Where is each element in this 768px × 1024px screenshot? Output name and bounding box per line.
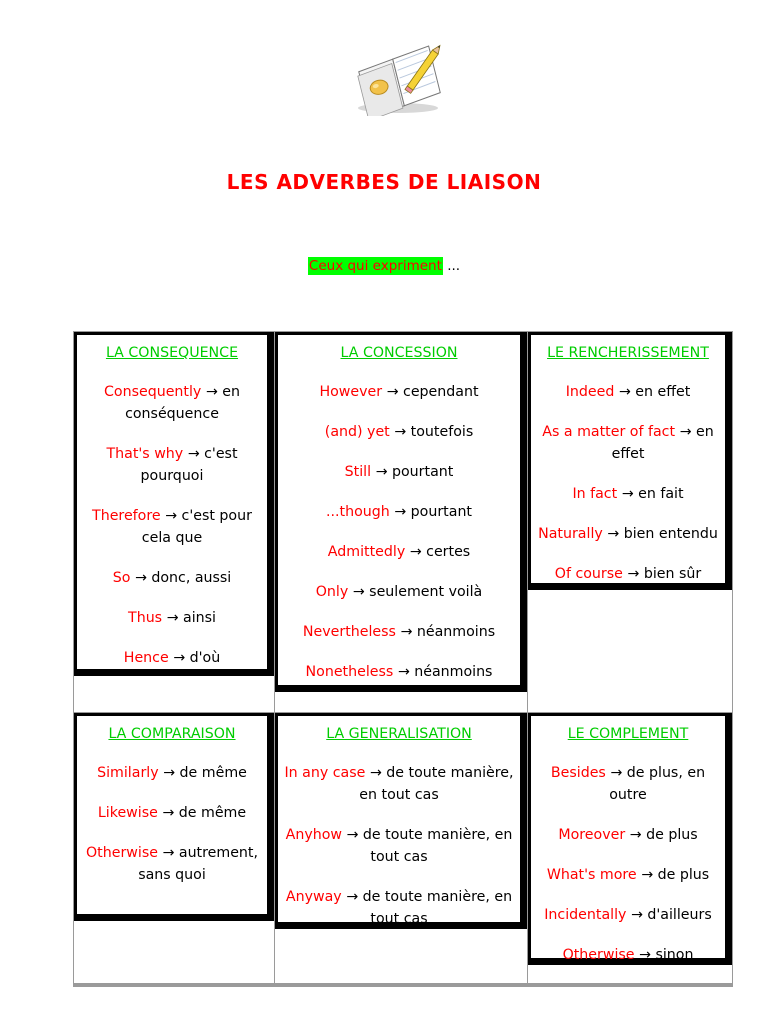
- french-translation: pourtant: [410, 504, 472, 520]
- french-translation: de toute manière, en tout cas: [362, 827, 513, 865]
- category-box-concession: [275, 332, 527, 692]
- arrow-glyph: →: [173, 650, 186, 666]
- adverb-entry: [533, 762, 723, 806]
- arrow-glyph: →: [394, 424, 407, 440]
- adverb-entry: [280, 421, 518, 443]
- french-translation: bien sûr: [643, 566, 702, 582]
- arrow-glyph: →: [400, 624, 413, 640]
- arrow-glyph: →: [166, 610, 179, 626]
- french-translation: de même: [179, 765, 247, 781]
- english-adverb: Nonetheless: [305, 664, 394, 680]
- french-translation: de toute manière, en tout cas: [359, 765, 514, 803]
- category-heading: LA COMPARAISON: [108, 726, 236, 742]
- arrow-glyph: →: [394, 504, 407, 520]
- english-adverb: Anyhow: [285, 827, 342, 843]
- subtitle-highlight: Ceux qui expriment: [308, 258, 442, 274]
- adverb-entry: [533, 563, 723, 585]
- adverb-entry: [533, 483, 723, 505]
- category-heading: LE COMPLEMENT: [567, 726, 689, 742]
- arrow-glyph: →: [162, 845, 175, 861]
- french-translation: c'est pourquoi: [140, 446, 238, 484]
- arrow-glyph: →: [187, 446, 200, 462]
- adverb-entry: [533, 421, 723, 465]
- table-cell: [528, 332, 732, 712]
- arrow-glyph: →: [639, 947, 651, 963]
- french-translation: de plus: [657, 867, 710, 883]
- french-translation: bien entendu: [623, 526, 718, 542]
- english-adverb: Moreover: [558, 827, 626, 843]
- english-adverb: Only: [315, 584, 349, 600]
- french-translation: en effet: [611, 424, 714, 462]
- french-translation: de plus, en outre: [609, 765, 706, 803]
- arrow-glyph: →: [629, 827, 642, 843]
- arrow-glyph: →: [409, 544, 422, 560]
- category-box-comparaison: [74, 713, 274, 921]
- adverb-entry: [533, 944, 723, 966]
- french-translation: néanmoins: [414, 664, 493, 680]
- adverb-entry: [280, 886, 518, 930]
- adverb-entry: [280, 762, 518, 806]
- english-adverb: As a matter of fact: [542, 424, 676, 440]
- page-title: LES ADVERBES DE LIAISON: [226, 170, 542, 194]
- subtitle-ellipsis: ...: [442, 258, 461, 274]
- category-box-rencherissement: [528, 332, 732, 590]
- english-adverb: Otherwise: [86, 845, 158, 861]
- arrow-glyph: →: [375, 464, 388, 480]
- arrow-glyph: →: [205, 384, 218, 400]
- english-adverb: In fact: [572, 486, 618, 502]
- french-translation: en effet: [635, 384, 691, 400]
- french-translation: de toute manière, en tout cas: [362, 889, 513, 927]
- english-adverb: Admittedly: [327, 544, 406, 560]
- french-translation: de même: [178, 805, 247, 821]
- adverb-entry: [280, 621, 518, 643]
- english-adverb: Likewise: [97, 805, 158, 821]
- english-adverb: (and) yet: [324, 424, 390, 440]
- arrow-glyph: →: [134, 570, 147, 586]
- arrow-glyph: →: [346, 889, 359, 905]
- adverb-entry: [79, 443, 265, 487]
- adverb-entry: [79, 381, 265, 425]
- french-translation: donc, aussi: [151, 570, 232, 586]
- french-translation: toutefois: [410, 424, 474, 440]
- arrow-glyph: →: [397, 664, 410, 680]
- category-box-generalisation: [275, 713, 527, 929]
- english-adverb: So: [112, 570, 131, 586]
- french-translation: certes: [426, 544, 471, 560]
- french-translation: néanmoins: [416, 624, 496, 640]
- english-adverb: That's why: [106, 446, 184, 462]
- english-adverb: Thus: [128, 610, 163, 626]
- french-translation: seulement voilà: [369, 584, 483, 600]
- english-adverb: Similarly: [97, 765, 159, 781]
- adverb-entry: [533, 824, 723, 846]
- english-adverb: Of course: [554, 566, 623, 582]
- french-translation: d'ailleurs: [647, 907, 712, 923]
- english-adverb: Besides: [550, 765, 606, 781]
- adverb-entry: [79, 505, 265, 549]
- adverb-entry: [280, 501, 518, 523]
- english-adverb: Nevertheless: [302, 624, 396, 640]
- category-heading: LA GENERALISATION: [326, 726, 472, 742]
- adverb-entry: [280, 541, 518, 563]
- arrow-glyph: →: [162, 805, 175, 821]
- adverb-entry: [79, 567, 265, 589]
- adverb-entry: [533, 904, 723, 926]
- french-translation: sinon: [655, 947, 694, 963]
- adverb-entry: [79, 842, 265, 886]
- english-adverb: Indeed: [565, 384, 615, 400]
- table-cell: [275, 332, 527, 712]
- adverb-entry: [280, 824, 518, 868]
- english-adverb: Consequently: [104, 384, 202, 400]
- english-adverb: Therefore: [92, 508, 161, 524]
- french-translation: c'est pour cela que: [141, 508, 252, 546]
- category-box-consequence: [74, 332, 274, 676]
- category-heading: LA CONSEQUENCE: [105, 345, 239, 361]
- adverbs-table: [73, 331, 733, 987]
- arrow-glyph: →: [610, 765, 623, 781]
- french-translation: pourtant: [392, 464, 454, 480]
- adverb-entry: [280, 661, 518, 683]
- french-translation: ainsi: [183, 610, 216, 626]
- adverb-entry: [280, 381, 518, 403]
- french-translation: en conséquence: [125, 384, 240, 422]
- adverb-entry: [79, 802, 265, 824]
- arrow-glyph: →: [369, 765, 382, 781]
- adverb-entry: [533, 523, 723, 545]
- english-adverb: Still: [344, 464, 372, 480]
- notebook-pencil-icon: [352, 42, 448, 116]
- adverb-entry: [79, 647, 265, 669]
- english-adverb: In any case: [284, 765, 366, 781]
- french-translation: autrement, sans quoi: [138, 845, 258, 883]
- french-translation: d'où: [189, 650, 221, 666]
- arrow-glyph: →: [386, 384, 399, 400]
- adverb-entry: [280, 461, 518, 483]
- english-adverb: Otherwise: [562, 947, 635, 963]
- english-adverb: However: [319, 384, 383, 400]
- english-adverb: ...though: [325, 504, 390, 520]
- english-adverb: Naturally: [538, 526, 603, 542]
- adverb-entry: [79, 607, 265, 629]
- arrow-glyph: →: [641, 867, 654, 883]
- english-adverb: What's more: [546, 867, 637, 883]
- arrow-glyph: →: [352, 584, 365, 600]
- category-heading: LE RENCHERISSEMENT: [547, 345, 709, 361]
- arrow-glyph: →: [621, 486, 634, 502]
- adverb-entry: [79, 762, 265, 784]
- category-box-complement: [528, 713, 732, 965]
- category-heading: LA CONCESSION: [340, 345, 458, 361]
- english-adverb: Hence: [123, 650, 169, 666]
- table-cell: [74, 713, 274, 983]
- arrow-glyph: →: [165, 508, 178, 524]
- arrow-glyph: →: [679, 424, 692, 440]
- french-translation: en fait: [638, 486, 684, 502]
- subtitle: [0, 258, 768, 274]
- arrow-glyph: →: [607, 526, 620, 542]
- arrow-glyph: →: [163, 765, 176, 781]
- english-adverb: Incidentally: [544, 907, 627, 923]
- arrow-glyph: →: [346, 827, 359, 843]
- english-adverb: Anyway: [285, 889, 342, 905]
- adverb-entry: [533, 864, 723, 886]
- french-translation: cependant: [403, 384, 479, 400]
- adverb-entry: [533, 381, 723, 403]
- arrow-glyph: →: [627, 566, 640, 582]
- arrow-glyph: →: [618, 384, 631, 400]
- arrow-glyph: →: [630, 907, 643, 923]
- table-cell: [528, 713, 732, 983]
- french-translation: de plus: [646, 827, 698, 843]
- table-cell: [74, 332, 274, 712]
- adverb-entry: [280, 581, 518, 603]
- table-cell: [275, 713, 527, 983]
